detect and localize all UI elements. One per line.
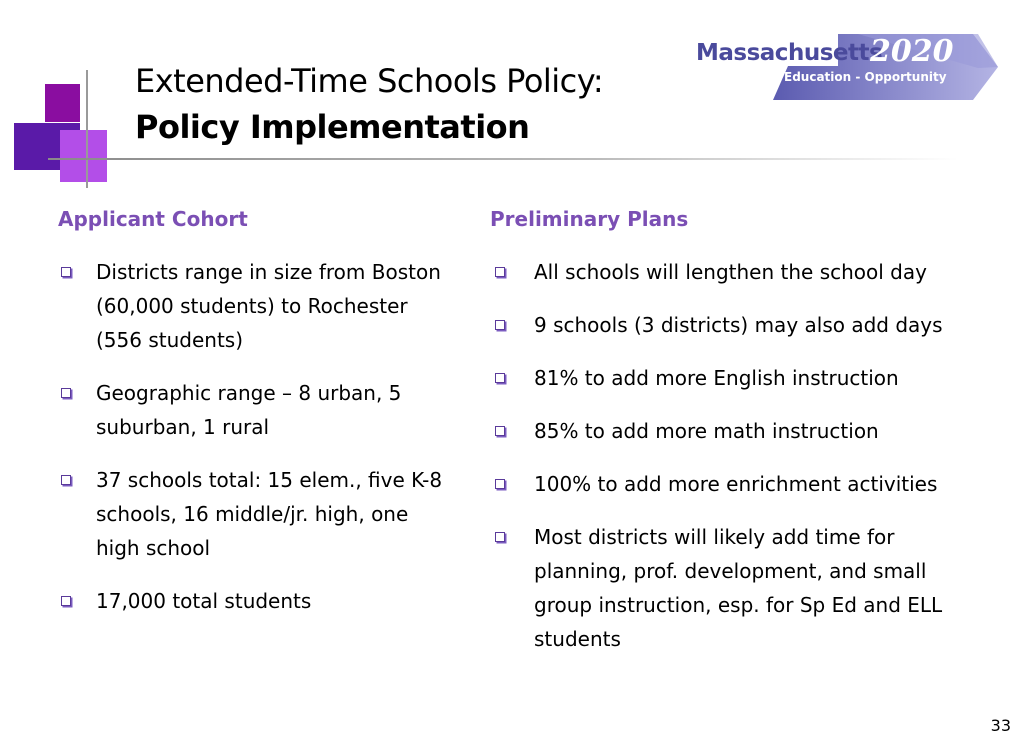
list-item <box>58 255 458 357</box>
checkbox-bullet-icon <box>495 479 505 489</box>
checkbox-bullet-icon <box>495 426 505 436</box>
list-item-text: 9 schools (3 districts) may also add days <box>534 313 943 337</box>
applicant-cohort-list <box>58 255 458 618</box>
list-item-text: 81% to add more English instruction <box>534 366 899 390</box>
list-item-text: 37 schools total: 15 elem., five K-8 schools, 16 middle/jr. high, one high school <box>96 468 443 560</box>
checkbox-bullet-icon <box>495 373 505 383</box>
checkbox-bullet-icon <box>495 267 505 277</box>
slide-title-line1: Extended-Time Schools Policy: <box>135 62 604 100</box>
checkbox-bullet-icon <box>61 475 71 485</box>
preliminary-plans-list <box>490 255 990 656</box>
decorative-vertical-rule <box>86 70 88 188</box>
checkbox-bullet-icon <box>495 532 505 542</box>
list-item-text: 85% to add more math instruction <box>534 419 879 443</box>
checkbox-bullet-icon <box>61 596 71 606</box>
page-number: 33 <box>990 716 1011 735</box>
decorative-square-magenta <box>45 84 80 122</box>
preliminary-plans-heading: Preliminary Plans <box>490 207 689 231</box>
list-item-text: Geographic range – 8 urban, 5 suburban, 1 rural <box>96 381 402 439</box>
applicant-cohort-heading: Applicant Cohort <box>58 207 248 231</box>
massachusetts-2020-logo <box>688 32 998 102</box>
logo-year: 2020 <box>870 34 954 69</box>
list-item <box>490 467 990 501</box>
list-item <box>58 376 458 444</box>
checkbox-bullet-icon <box>61 267 71 277</box>
logo-tagline: Education - Opportunity <box>784 70 947 84</box>
slide-title-line2: Policy Implementation <box>135 108 530 146</box>
checkbox-bullet-icon <box>495 320 505 330</box>
list-item <box>490 414 990 448</box>
list-item <box>490 255 990 289</box>
list-item <box>58 584 458 618</box>
list-item-text: 100% to add more enrichment activities <box>534 472 938 496</box>
list-item-text: Districts range in size from Boston (60,000 students) to Rochester (556 students) <box>96 260 441 352</box>
decorative-square-violet <box>60 130 107 182</box>
applicant-cohort-column <box>58 205 458 637</box>
list-item-text: All schools will lengthen the school day <box>534 260 927 284</box>
list-item-text: 17,000 total students <box>96 589 312 613</box>
checkbox-bullet-icon <box>61 388 71 398</box>
preliminary-plans-column <box>490 205 990 675</box>
list-item <box>490 361 990 395</box>
title-underline-rule <box>48 158 958 160</box>
list-item-text: Most districts will likely add time for planning, prof. development, and small group instruction, esp. for Sp Ed and ELL students <box>534 525 943 651</box>
list-item <box>490 308 990 342</box>
list-item <box>490 520 990 656</box>
logo-wordmark: Massachusetts <box>696 40 883 66</box>
list-item <box>58 463 458 565</box>
